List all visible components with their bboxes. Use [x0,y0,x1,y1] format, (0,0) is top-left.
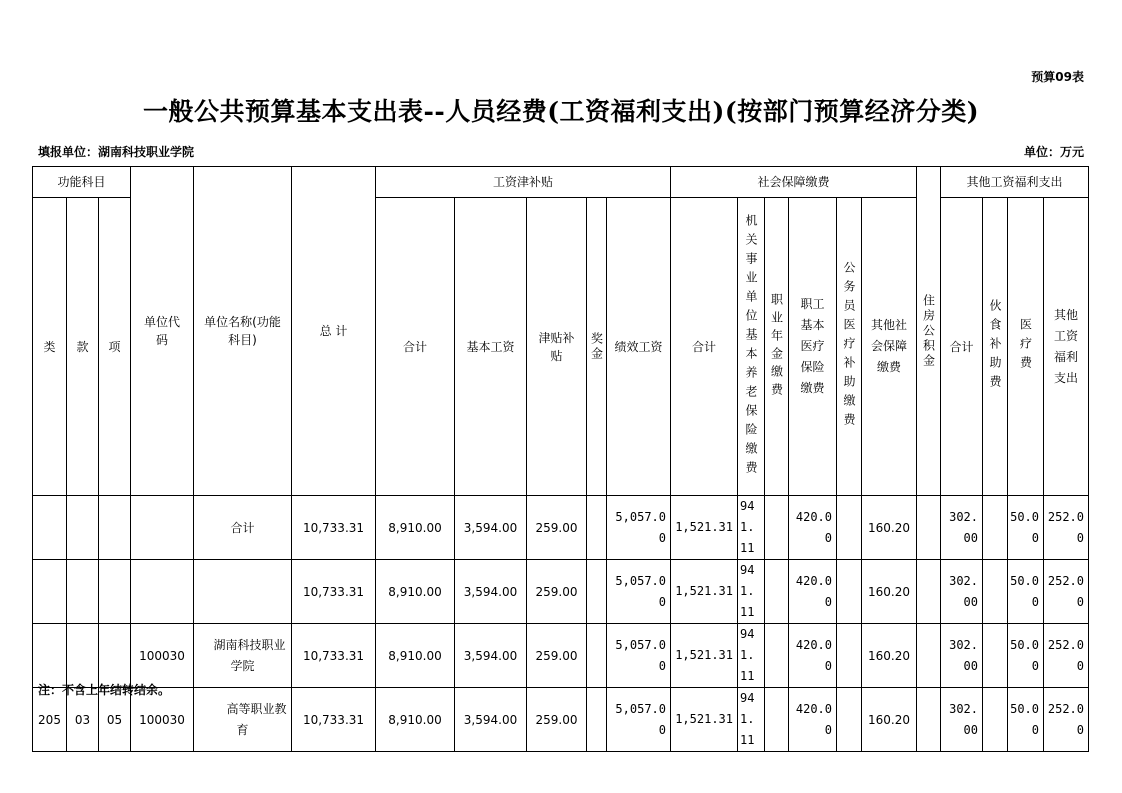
xiang-cell [99,624,131,688]
wage-total-cell: 8,910.00 [376,624,455,688]
page-title: 一般公共预算基本支出表--人员经费(工资福利支出)(按部门预算经济分类) [142,97,980,126]
performance-header: 绩效工资 [607,198,671,496]
xiang-cell: 05 [99,688,131,752]
housing-header: 住房公积金 [917,167,941,496]
header-row-1 [33,167,1089,198]
annuity-cell [765,560,789,624]
other-welfare-cell: 252.00 [1044,624,1089,688]
lei-cell: 205 [33,688,67,752]
form-number: 预算09表 [1031,70,1084,84]
code-cell [131,560,194,624]
medical-cell: 420.00 [789,688,837,752]
annuity-cell [765,624,789,688]
other-welfare-header: 其他工资福利支出 [1044,198,1089,496]
civil-medical-cell [837,624,862,688]
other-social-cell: 160.20 [862,560,917,624]
meal-header: 伙食补助费 [983,198,1008,496]
xiang-cell [99,560,131,624]
social-total-cell: 1,521.31 [671,496,738,560]
social-total-cell: 1,521.31 [671,688,738,752]
social-group-header: 社会保障缴费 [671,167,917,198]
housing-cell [917,688,941,752]
budget-table [32,166,1089,752]
table-row [33,496,1089,560]
allowance-cell: 259.00 [527,688,587,752]
pension-cell: 941.11 [738,688,765,752]
bonus-cell [587,560,607,624]
unit-code-header: 单位代码 [131,167,194,496]
other-total-header: 合计 [941,198,983,496]
kuan-cell [67,496,99,560]
wage-total-header: 合计 [376,198,455,496]
pension-cell: 941.11 [738,560,765,624]
medical-cell: 420.00 [789,560,837,624]
med-fee-cell: 50.00 [1008,560,1044,624]
unit-name-header: 单位名称(功能科目) [194,167,292,496]
xiang-header: 项 [99,198,131,496]
medical-header: 职工基本医疗保险缴费 [789,198,837,496]
bonus-cell [587,624,607,688]
basic-cell: 3,594.00 [455,688,527,752]
code-cell: 100030 [131,624,194,688]
other-social-cell: 160.20 [862,624,917,688]
basic-cell: 3,594.00 [455,496,527,560]
annuity-header: 职业年金缴费 [765,198,789,496]
social-total-cell: 1,521.31 [671,560,738,624]
med-fee-header: 医疗费 [1008,198,1044,496]
pension-cell: 941.11 [738,624,765,688]
social-total-cell: 1,521.31 [671,624,738,688]
civil-medical-header: 公务员医疗补助缴费 [837,198,862,496]
total-cell: 10,733.31 [292,624,376,688]
kuan-cell [67,560,99,624]
lei-cell [33,624,67,688]
other-total-cell: 302.00 [941,496,983,560]
name-cell [194,560,292,624]
bonus-cell [587,496,607,560]
other-total-cell: 302.00 [941,624,983,688]
other-welfare-cell: 252.00 [1044,688,1089,752]
currency-unit: 单位：万元 [1023,145,1084,159]
other-social-cell: 160.20 [862,496,917,560]
name-cell: 合计 [194,496,292,560]
med-fee-cell: 50.00 [1008,496,1044,560]
allowance-cell: 259.00 [527,496,587,560]
meal-cell [983,560,1008,624]
annuity-cell [765,496,789,560]
report-unit: 填报单位：湖南科技职业学院 [38,145,195,159]
basic-cell: 3,594.00 [455,560,527,624]
wage-group-header: 工资津补贴 [376,167,671,198]
table-row [33,560,1089,624]
bonus-cell [587,688,607,752]
lei-cell [33,496,67,560]
social-total-header: 合计 [671,198,738,496]
housing-cell [917,624,941,688]
pension-cell: 941.11 [738,496,765,560]
kuan-cell [67,624,99,688]
civil-medical-cell [837,688,862,752]
civil-medical-cell [837,496,862,560]
other-social-header: 其他社会保障缴费 [862,198,917,496]
total-cell: 10,733.31 [292,496,376,560]
table-row [33,624,1089,688]
med-fee-cell: 50.00 [1008,624,1044,688]
med-fee-cell: 50.00 [1008,688,1044,752]
basic-wage-header: 基本工资 [455,198,527,496]
total-cell: 10,733.31 [292,560,376,624]
code-cell [131,496,194,560]
kuan-header: 款 [67,198,99,496]
lei-header: 类 [33,198,67,496]
xiang-cell [99,496,131,560]
footnote: 注：不含上年结转结余。 [38,683,171,697]
name-cell: 湖南科技职业学院 [194,624,292,688]
meal-cell [983,688,1008,752]
housing-cell [917,496,941,560]
wage-total-cell: 8,910.00 [376,688,455,752]
meal-cell [983,496,1008,560]
performance-cell: 5,057.00 [607,560,671,624]
performance-cell: 5,057.00 [607,624,671,688]
other-welfare-cell: 252.00 [1044,496,1089,560]
kuan-cell: 03 [67,688,99,752]
total-header: 总 计 [292,167,376,496]
wage-total-cell: 8,910.00 [376,560,455,624]
allowance-cell: 259.00 [527,560,587,624]
pension-header: 机关事业单位基本养老保险缴费 [738,198,765,496]
other-total-cell: 302.00 [941,688,983,752]
basic-cell: 3,594.00 [455,624,527,688]
name-cell: 高等职业教育 [194,688,292,752]
performance-cell: 5,057.00 [607,688,671,752]
other-social-cell: 160.20 [862,688,917,752]
housing-cell [917,560,941,624]
meal-cell [983,624,1008,688]
allowance-cell: 259.00 [527,624,587,688]
bonus-header: 奖金 [587,198,607,496]
wage-total-cell: 8,910.00 [376,496,455,560]
code-cell: 100030 [131,688,194,752]
civil-medical-cell [837,560,862,624]
other-total-cell: 302.00 [941,560,983,624]
performance-cell: 5,057.00 [607,496,671,560]
other-welfare-cell: 252.00 [1044,560,1089,624]
allowance-header: 津贴补贴 [527,198,587,496]
annuity-cell [765,688,789,752]
lei-cell [33,560,67,624]
table-row [33,688,1089,752]
total-cell: 10,733.31 [292,688,376,752]
other-group-header: 其他工资福利支出 [941,167,1089,198]
medical-cell: 420.00 [789,496,837,560]
medical-cell: 420.00 [789,624,837,688]
func-subject-header: 功能科目 [33,167,131,198]
